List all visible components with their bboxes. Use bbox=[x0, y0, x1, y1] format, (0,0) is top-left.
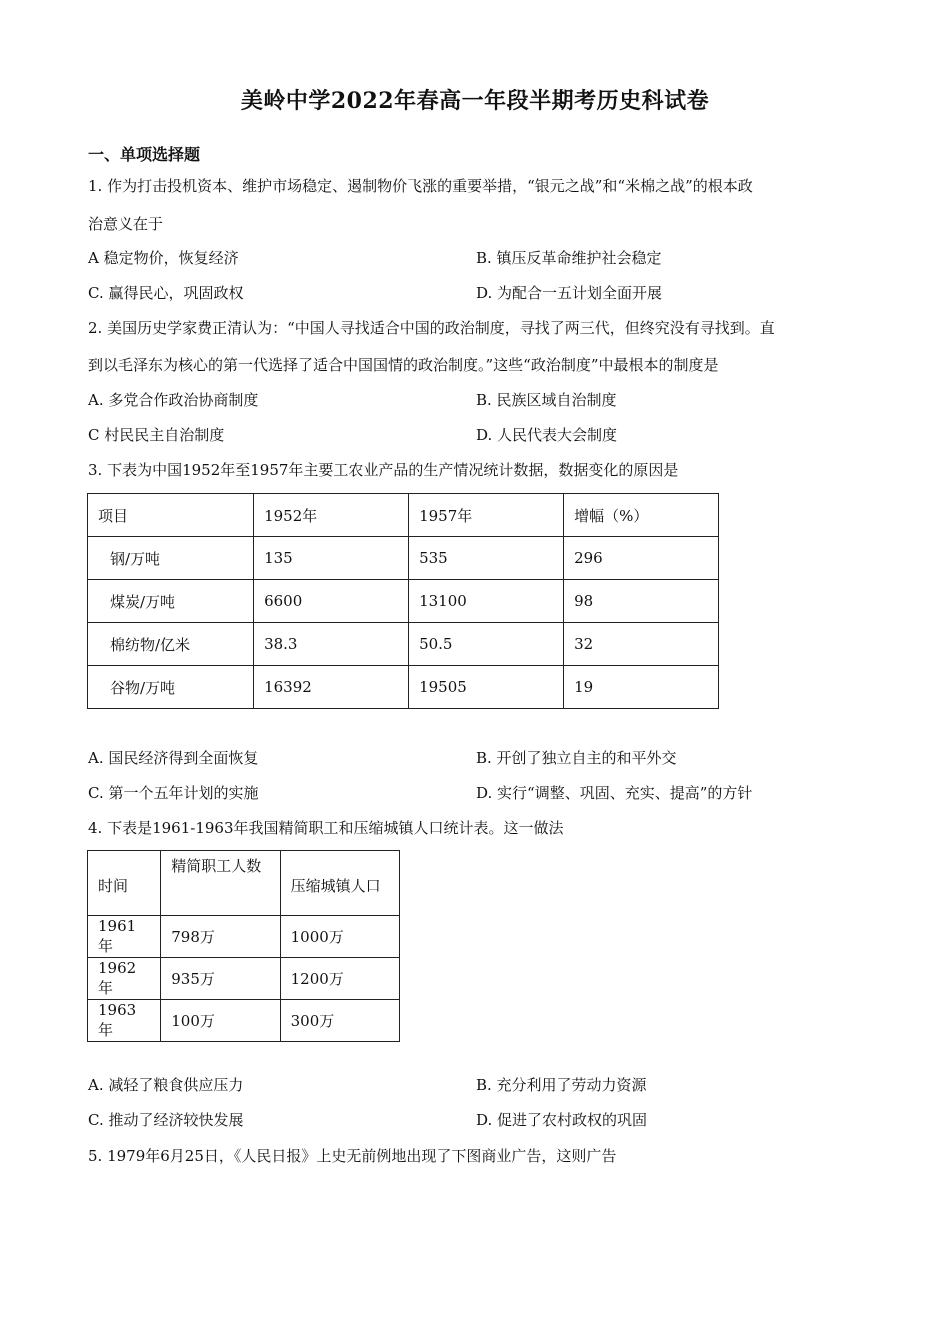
table-cell: 32 bbox=[564, 623, 719, 666]
table-row bbox=[88, 958, 400, 1000]
table-header-cell: 1952年 bbox=[254, 494, 409, 537]
table-cell: 1962年 bbox=[88, 958, 161, 1000]
question-2-option-b: B. 民族区域自治制度 bbox=[476, 391, 617, 409]
table-cell: 935万 bbox=[161, 958, 280, 1000]
table-header-row bbox=[88, 494, 719, 537]
table-header-cell: 增幅（%） bbox=[564, 494, 719, 537]
table-row bbox=[88, 537, 719, 580]
table-row bbox=[88, 666, 719, 709]
table-cell: 1961年 bbox=[88, 916, 161, 958]
table-cell: 棉纺物/亿米 bbox=[88, 623, 254, 666]
question-1-stem-line-2: 治意义在于 bbox=[88, 215, 164, 233]
question-4-option-b: B. 充分利用了劳动力资源 bbox=[476, 1076, 647, 1094]
question-4-stem: 4. 下表是1961-1963年我国精简职工和压缩城镇人口统计表。这一做法 bbox=[88, 819, 564, 837]
question-4-option-d: D. 促进了农村政权的巩固 bbox=[476, 1111, 648, 1129]
table-row bbox=[88, 1000, 400, 1042]
question-2-option-c: C 村民民主自治制度 bbox=[88, 426, 225, 444]
question-3-option-b: B. 开创了独立自主的和平外交 bbox=[476, 749, 677, 767]
question-1-stem-line-1: 1. 作为打击投机资本、维护市场稳定、遏制物价飞涨的重要举措，“银元之战”和“米棉之战”的根本政 bbox=[88, 177, 753, 195]
question-3-stem: 3. 下表为中国1952年至1957年主要工农业产品的生产情况统计数据，数据变化的原因是 bbox=[88, 461, 679, 479]
table-row bbox=[88, 580, 719, 623]
table-cell: 296 bbox=[564, 537, 719, 580]
table-header-cell: 压缩城镇人口 bbox=[280, 851, 399, 916]
table-cell: 谷物/万吨 bbox=[88, 666, 254, 709]
table-cell: 6600 bbox=[254, 580, 409, 623]
table-cell: 798万 bbox=[161, 916, 280, 958]
question-2-option-a: A. 多党合作政治协商制度 bbox=[88, 391, 259, 409]
table-cell: 钢/万吨 bbox=[88, 537, 254, 580]
table-cell: 1200万 bbox=[280, 958, 399, 1000]
question-5-stem: 5. 1979年6月25日，《人民日报》上史无前例地出现了下图商业广告，这则广告 bbox=[88, 1147, 617, 1165]
table-header-cell: 精简职工人数 bbox=[161, 851, 280, 916]
question-2-stem-line-1: 2. 美国历史学家费正清认为：“中国人寻找适合中国的政治制度，寻找了两三代，但终究没有寻找到。直 bbox=[88, 319, 775, 337]
question-2-stem-line-2: 到以毛泽东为核心的第一代选择了适合中国国情的政治制度。”这些“政治制度”中最根本的制度是 bbox=[88, 356, 719, 374]
table-cell: 1963年 bbox=[88, 1000, 161, 1042]
question-3-option-c: C. 第一个五年计划的实施 bbox=[88, 784, 259, 802]
section-heading: 一、单项选择题 bbox=[88, 145, 201, 164]
staff-reduction-table bbox=[87, 850, 400, 1042]
question-4-option-c: C. 推动了经济较快发展 bbox=[88, 1111, 244, 1129]
table-header-row bbox=[88, 851, 400, 916]
question-1-option-d: D. 为配合一五计划全面开展 bbox=[476, 284, 663, 302]
table-cell: 535 bbox=[409, 537, 564, 580]
table-cell: 100万 bbox=[161, 1000, 280, 1042]
question-3-option-d: D. 实行“调整、巩固、充实、提高”的方针 bbox=[476, 784, 753, 802]
question-3-option-a: A. 国民经济得到全面恢复 bbox=[88, 749, 259, 767]
table-header-cell: 1957年 bbox=[409, 494, 564, 537]
question-2-option-d: D. 人民代表大会制度 bbox=[476, 426, 618, 444]
table-cell: 19505 bbox=[409, 666, 564, 709]
exam-title: 美岭中学2022年春高一年段半期考历史科试卷 bbox=[240, 88, 710, 114]
table-cell: 135 bbox=[254, 537, 409, 580]
question-1-option-c: C. 赢得民心，巩固政权 bbox=[88, 284, 244, 302]
table-cell: 19 bbox=[564, 666, 719, 709]
table-cell: 煤炭/万吨 bbox=[88, 580, 254, 623]
table-cell: 98 bbox=[564, 580, 719, 623]
table-cell: 50.5 bbox=[409, 623, 564, 666]
table-cell: 16392 bbox=[254, 666, 409, 709]
table-cell: 38.3 bbox=[254, 623, 409, 666]
question-1-option-b: B. 镇压反革命维护社会稳定 bbox=[476, 249, 662, 267]
question-4-option-a: A. 减轻了粮食供应压力 bbox=[88, 1076, 244, 1094]
production-statistics-table bbox=[87, 493, 719, 709]
table-cell: 300万 bbox=[280, 1000, 399, 1042]
question-1-option-a: A 稳定物价，恢复经济 bbox=[88, 249, 239, 267]
table-row bbox=[88, 623, 719, 666]
table-header-cell: 项目 bbox=[88, 494, 254, 537]
table-cell: 1000万 bbox=[280, 916, 399, 958]
table-cell: 13100 bbox=[409, 580, 564, 623]
table-row bbox=[88, 916, 400, 958]
table-header-cell: 时间 bbox=[88, 851, 161, 916]
